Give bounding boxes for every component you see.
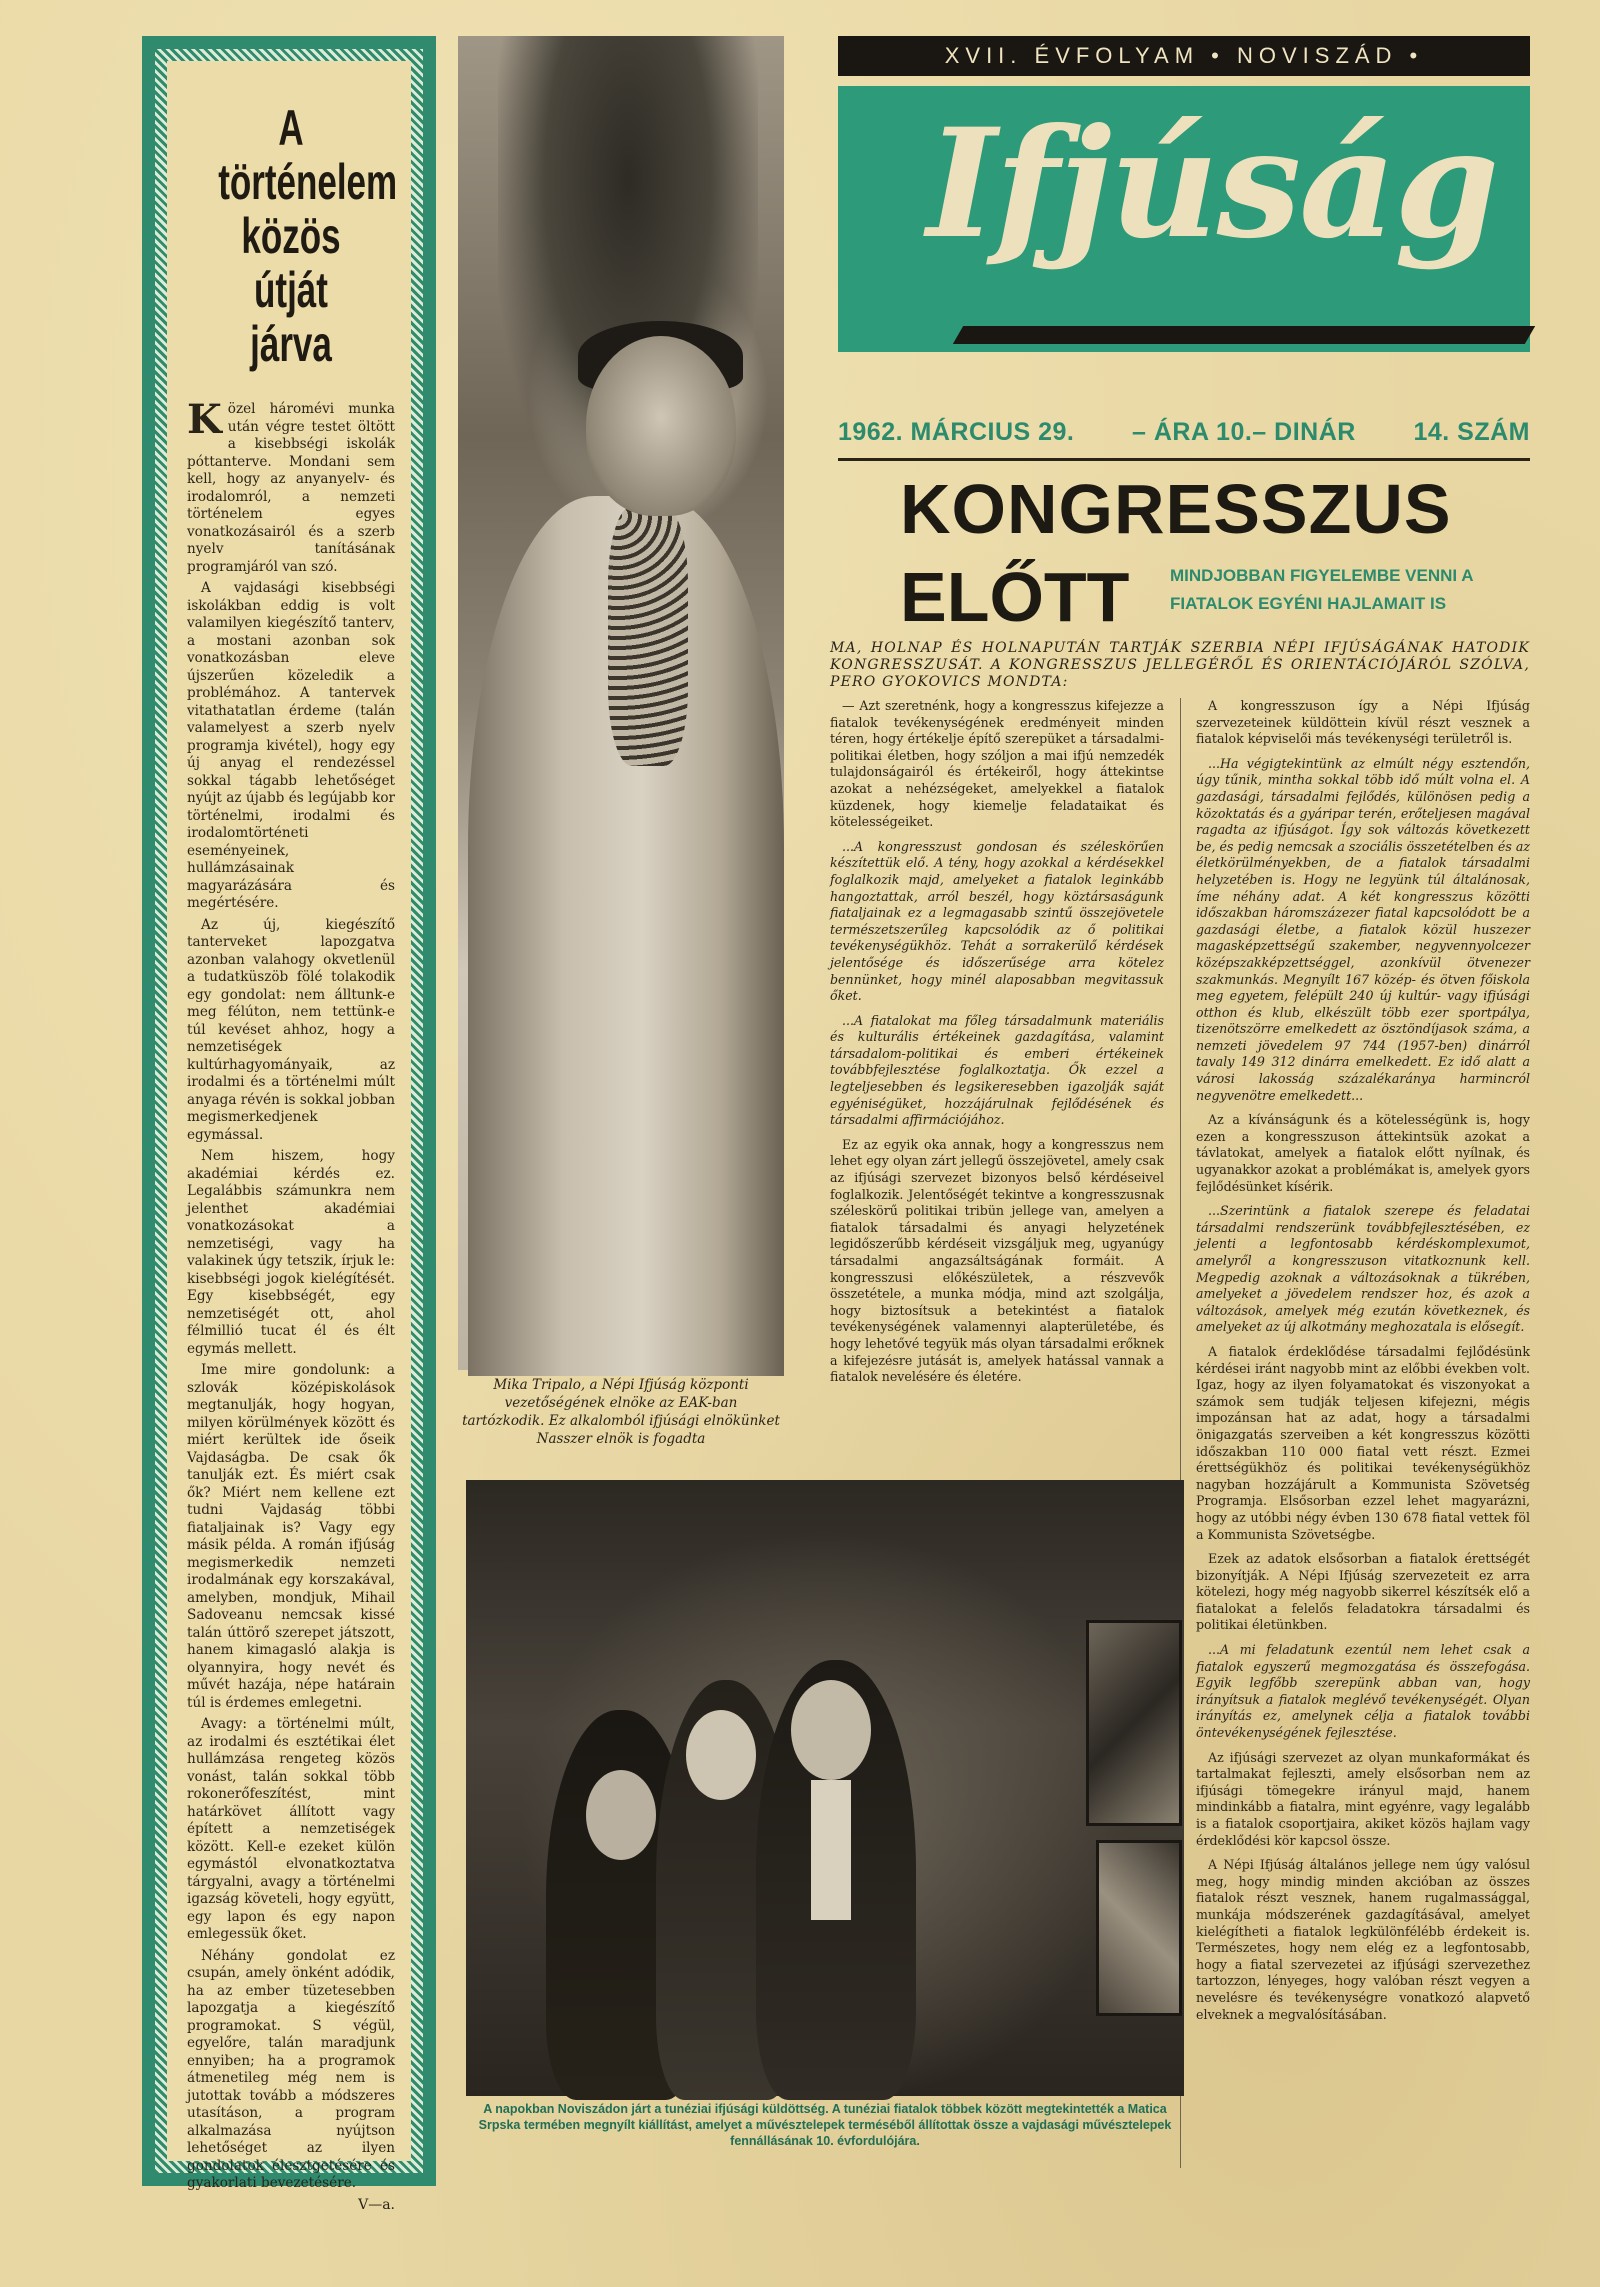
masthead-logo: Ifjúság — [926, 96, 1498, 272]
author-signature: V—a. — [358, 2196, 395, 2213]
article-paragraph: A Népi Ifjúság általános jellege nem úgy valósul meg, hogy mindig minden akcióban az összes fiatalok részt vesznek, hanem rugalmassággal, munkája módszerének gazdagításával, amelyet kielégítheti a fiatalok legkülönfélébb érdekeit is. Természetes, hogy nem elég ez a legfontosabb, hogy a fiatal szervezetei az ifjúsági szervezethez tartozzon, lényeges, hogy valóban részt vegyen a nevelésre és tevékenységre vonatkozó alapvető elveknek a megvalósításában. — [1196, 1857, 1530, 2022]
article-paragraph: ...Ha végigtekintünk az elmúlt négy esztendőn, úgy tűnik, mintha sokkal több idő múlt volna el. A gazdasági, társadalmi fejlődés, különösen pedig a közoktatás és a gyáripar terén, erőteljesen magával ragadta az ifjúságot. Így sok változás következett be, és pedig nemcsak a szociális összetételben és az életkörülményekben, de a fiatalok társadalmi helyzetében is. Hogy ne legyünk túl általánosak, íme néhány adat. A két kongresszus közötti időszakban háromszázezer fiatal kapcsolódott be a gazdasági életbe, a fiatalok közül huszezer magasképzettségű szakember, negyvennyolcezer középszakképzettséggel, azonkívül ötvenezer szakmunkás. Megnyílt 167 közép- és ötven főiskola meg egyetem, felépült 240 új kultúr- vagy ifjúsági otthon és klub, elkészült több ezer sportpálya, tizenötszörre emelkedett az ösztöndíjasok száma, a nemzeti jövedelem 97 744 (1957-ben) dinárról tavaly 149 312 dinárra emelkedett. Ez idő alatt a városi lakosság százalékaránya harmincról negyvenötre emelkedett... — [1196, 755, 1530, 1103]
article-paragraph: ...Szerintünk a fiatalok szerepe és feladatai társadalmi rendszerünk továbbfejlesztésében, ez jelenti a legfontosabb kérdéskomplexumot, amelyről a kongresszuson vitatkoznunk kell. Megpedig azoknak a változásoknak a tükrében, amelyeket a jövedelem rendszer hoz, és azok a változások, amelyek még ezután következnek, és amelyeket az új alkotmány meghozatala is elősegít. — [1196, 1203, 1530, 1335]
article-paragraph: Ez az egyik oka annak, hogy a kongresszus nem lehet egy olyan zárt jellegű összejövetel, amely csak az ifjúsági szervezet bizonyos belső kérdéseivel foglalkozik. Jelentőségét tekintve a kongresszusnak széleskörű politikai tribün jellege van, amelyen a fiatalok társadalmi és anyagi helyzetének legidőszerűbb kérdéseit vizsgáljuk meg, ugyanúgy társadalmi angazsáltságának formáit. A kongresszusi előkészületek, a részvevők összetétele, a munka módja, mind azt szolgálja, hogy biztosítsuk a betekintést a fiatalok tevékenységének valamennyi alapterületébe, és hogy lehetővé tegyük más olyan társadalmi erőknek a kifejezésre jutását is, amelyek hatással vannak a fiatalok nevelésére és életére. — [830, 1136, 1164, 1385]
left-article — [167, 61, 411, 2213]
exhibition-photo — [466, 1480, 1184, 2096]
issue-price: – ÁRA 10.– DINÁR — [1132, 418, 1356, 446]
left-article-body — [187, 396, 395, 2213]
issue-number: 14. SZÁM — [1413, 418, 1530, 446]
main-article-column-1 — [830, 698, 1164, 1398]
left-article-paragraph: Közel háromévi munka után végre testet öltött a kisebbségi iskolák póttanterve. Mondani sem kell, hogy az anyanyelv- és irodalomról, a nemzeti történelem egyes vonatkozásairól és a szerb nyelv tanításának programjáról van szó. — [187, 396, 395, 575]
left-article-paragraph: Ime mire gondolunk: a szlovák középiskolások megtanulják, hogy hogyan, milyen körülmények között és miért kerültek ide őseik Vajdaságba. De csak ők tanulják ezt. És miért csak ők? Miért nem kellene ezt tudni Vajdaság többi fiataljainak is? Vagy egy másik példa. A román ifjúság megismerkedik nemzeti irodalmának egy korszakával, amelyben, mondjuk, Mihail Sadoveanu nemcsak kissé talán úttörő szerepet játszott, hanem kimagasló alakja is olyannyira, hogy nevét és művét hazája, népe határain túl is érdemes emlegetni. — [187, 1362, 395, 1711]
photo-shirt — [811, 1780, 851, 1920]
left-article-paragraph: A vajdasági kisebbségi iskolákban eddig is volt valamilyen kiegészítő tanterv, a mostani azonban sok vonatkozásban eleve újszerűen közeledik a problémához. A tantervek vitathatatlan érdeme (talán valamelyest a szerb nyelv programja kivétel), hogy egy új anyag el rendezéssel sokkal tágabb lehetőséget nyújt az újabb és legújabb kor történelmi, irodalmi és irodalomtörténeti eseményeinek, hullámzásainak magyarázására és megértésére. — [187, 580, 395, 911]
photo-painting — [1096, 1840, 1182, 2016]
article-paragraph: ...A fiatalokat ma főleg társadalmunk materiális és kulturális értékeinek gazdagítása, valamint társadalom-politikai és emberi értékeinek továbbfejlesztése foglalkoztatja. Ők ezzel a legteljesebben és legsikeresebben igazolják saját egyéniségüket, hozzájárulnak fejlődésének és társadalmi affirmációjához. — [830, 1012, 1164, 1128]
issue-date: 1962. MÁRCIUS 29. — [838, 418, 1075, 446]
masthead — [838, 36, 1530, 376]
photo-face — [686, 1710, 756, 1800]
article-paragraph: ...A kongresszust gondosan és széleskörűen készítettük elő. A tény, hogy azokkal a kérdésekkel foglalkozik majd, amelyeket a fiatalok leginkább hangoztattak, arról beszél, hogy köztársaságunk fiataljainak ez a legmagasabb szintű összejövetele természetszerűleg kapcsolódik az ő politikai tevékenységükhöz. Tehát a sorrakerülő kérdések jelentősége és időszerűsége arra kötelez bennünket, hogy minél alaposabban megvitassuk őket. — [830, 838, 1164, 1004]
divider — [838, 458, 1530, 461]
headline-line-2: ELŐTT — [900, 558, 1130, 636]
main-article-column-2 — [1196, 698, 1530, 2278]
article-paragraph: Az ifjúsági szervezet az olyan munkaformákat és tartalmakat fejleszti, amely elsősorban nem az ifjúsági tömegekre irányul majd, hanem mindinkább a fiatalra, mint egyénre, vagy legalább is a fiatalok csoportjaira, akiket közös hajlam vagy érdeklődési kör kapcsol össze. — [1196, 1749, 1530, 1848]
subheadline: MINDJOBBAN FIGYELEMBE VENNI A FIATALOK EGYÉNI HAJLAMAIT IS — [1170, 566, 1473, 613]
left-article-paragraph: Avagy: a történelmi múlt, az irodalmi és esztétikai élet hullámzása rengeteg közös vonást, talán sokkal több rokonerőfeszítést, mint határkövet állított vagy épített a nemzetiségek között. Kell-e ezeket külön egymástól elvonatkoztatva tárgyalni, avagy a történelmi igazság követeli, hogy együtt, egy lapon és egy napon emlegessük őket. — [187, 1716, 395, 1942]
photo-painting — [1086, 1620, 1182, 1826]
photo-face — [791, 1680, 871, 1780]
exhibition-caption: A napokban Noviszádon járt a tunéziai ifjúsági küldöttség. A tunéziai fiatalok többek között megtekintették a Matica Srpska termében megnyílt kiállítást, amelyet a művésztelepek terméséből állítottak össze a vajdasági művésztelepek fennállásának 10. évfordulójára. — [478, 2102, 1172, 2148]
portrait-photo — [458, 36, 784, 1370]
article-paragraph: A fiatalok érdeklődése társadalmi fejlődésünk kérdései iránt nagyobb mint az előbbi években volt. Igaz, hogy az ilyen folyamatokat és viszonyokat a számok sem tudják teljesen kifejezni, mégis impozánsan hat az adat, hogy a társadalmi önigazgatás szerveiben a két kongresszus közötti időszakban 110 000 fiatal vett részt. Ezmei érettségükhöz és politikai tevékenységükhöz nagyban hozzájárult a Kommunista Szövetség Programja. Elsősorban ezzel lehet magyarázni, hogy az utóbbi négy évben 130 678 fiatal vettek föl a Kommunista Szövetségbe. — [1196, 1343, 1530, 1542]
article-paragraph: ...A mi feladatunk ezentúl nem lehet csak a fiatalok egyszerű megmozgatása és összefogása. Egyik legfőbb szerepünk abban van, hogy irányítsuk a fiatalok meglévő tevékenységét. Olyan irányítás ez, amelynek célja a fiatalok további öntevékenységének fejlesztése. — [1196, 1642, 1530, 1741]
left-article-box — [142, 36, 436, 2213]
dropcap: K — [187, 396, 222, 443]
article-paragraph: Ezek az adatok elsősorban a fiatalok érettségét bizonyítják. A Népi Ifjúság szervezeteit ez arra kötelezi, hogy még nagyobb sikerrel készítsék elő a fiatalokat a felelős feladatokra társadalmi és politikai életünkben. — [1196, 1551, 1530, 1633]
left-article-paragraph: Néhány gondolat ez csupán, amely önként adódik, ha az ember tüzetesebben lapozgatja a kiegészítő programokat. S végül, egyelőre, talán maradjunk ennyiben; ha a programok átmenetileg még nem is jutottak tovább a módszeres utasításon, a program alkalmazása nyújtson lehetőséget az ilyen gondolatok élesztgetésére és gyakorlati bevezetésére. — [187, 1947, 395, 2191]
left-article-paragraph: Az új, kiegészítő tanterveket lapozgatva azonban valahogy okvetlenül a tudatküszöb fölé tolakodik egy gondolat: nem álltunk-e meg félúton, nem tettünk-e túl kevéset ahhoz, hogy a nemzetiségek kultúrhagyományaik, az irodalmi és a történelmi múlt anyaga révén is sokkal jobban megismerkedjenek egymással. — [187, 916, 395, 1143]
left-article-title: A történelem közös útját járva — [218, 100, 398, 372]
photo-face — [586, 1770, 656, 1860]
left-article-paragraph: Nem hiszem, hogy akadémiai kérdés ez. Legalábbis számunkra nem jelenthet akadémiai vonatkozásokat a nemzetiségi, vagy ha valakinek úgy tetszik, írjuk le: kisebbségi jogok kielégítését. Egy kisebbségét, egy nemzetiségét ott, ahol félmillió tucat él és élt egymás mellett. — [187, 1148, 395, 1357]
masthead-stripe — [953, 326, 1535, 344]
photo-scarf — [608, 506, 688, 766]
masthead-volume-line: XVII. ÉVFOLYAM • NOVISZÁD • — [838, 36, 1530, 76]
portrait-caption: Mika Tripalo, a Népi Ifjúság központi vezetőségének elnöke az EAK-ban tartózkodik. Ez alkalomból ifjúsági elnökünket Nasszer elnök is fogadta — [462, 1377, 780, 1447]
article-deck: MA, HOLNAP ÉS HOLNAPUTÁN TARTJÁK SZERBIA NÉPI IFJÚSÁGÁNAK HATODIK KONGRESSZUSÁT. A KONGRESSZUS JELLEGÉRŐL ÉS ORIENTÁCIÓJÁRÓL SZÓLVA, PERO GYOKOVICS MONDTA: — [830, 640, 1530, 690]
article-paragraph: Az a kívánságunk és a kötelességünk is, hogy ezen a kongresszuson áttekintsük azokat a távlatokat, amelyek a fiatalok előtt nyílnak, és ugyanakkor azokat a problémákat is, amelyek gyors fejlődésünket kísérik. — [1196, 1112, 1530, 1194]
article-paragraph: A kongresszuson így a Népi Ifjúság szervezeteinek küldöttein kívül részt vesznek a fiatalok képviselői más tevékenységi területről is. — [1196, 698, 1530, 747]
headline-line-1: KONGRESSZUS — [900, 470, 1452, 548]
article-paragraph: — Azt szeretnénk, hogy a kongresszus kifejezze a fiatalok tevékenységének eredményeit minden téren, hogy értékelje építő szerepüket a társadalmi-politikai életben, hogy szóljon a mai ifjú nemzedék tulajdonságairól és értékeiről, hogy áttekintse azokat a nehézségeket, amelyekkel a fiatalok küzdenek, hogy kiemelje feladataikat és kötelességeiket. — [830, 698, 1164, 830]
photo-head — [586, 336, 736, 516]
issue-line — [838, 418, 1530, 447]
